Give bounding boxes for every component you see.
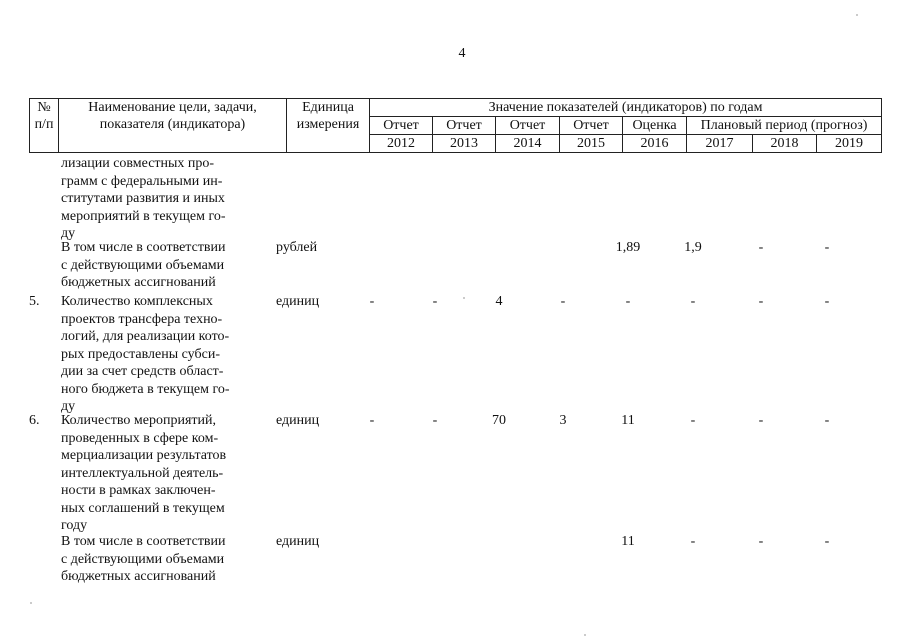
header-year: 2018: [753, 135, 817, 153]
scan-speck: [584, 634, 586, 636]
row-value-2016: 1,89: [615, 240, 641, 255]
header-number: № п/п: [30, 99, 59, 153]
row-unit: единиц: [276, 534, 320, 549]
row-indicator-name: лизации совместных про- грамм с федеральными ин- ститутами развития и иных мероприятий в текущем го- ду: [61, 156, 226, 241]
row-number: 6.: [29, 413, 40, 428]
row-value-2018: -: [758, 413, 764, 428]
header-unit: Единица измерения: [287, 99, 370, 153]
header-year: 2015: [560, 135, 623, 153]
header-plan-period: Плановый период (прогноз): [687, 117, 882, 135]
header-values-by-year: Значение показателей (индикаторов) по годам: [370, 99, 882, 117]
row-unit: единиц: [276, 294, 320, 309]
header-year: 2014: [496, 135, 560, 153]
header-report-2014: Отчет: [496, 117, 560, 135]
row-value-2014: 70: [492, 413, 506, 428]
row-value-2016: 11: [621, 413, 635, 428]
row-indicator-name: В том числе в соответствии с действующими объемами бюджетных ассигнований: [61, 534, 226, 584]
scan-speck: [463, 297, 465, 299]
row-value-2019: -: [824, 294, 830, 309]
row-value-2017: -: [690, 294, 696, 309]
row-value-2017: -: [690, 534, 696, 549]
indicator-table-header: [29, 98, 882, 153]
header-year: 2017: [687, 135, 753, 153]
row-value-2018: -: [758, 240, 764, 255]
row-value-2016: 11: [621, 534, 635, 549]
header-year: 2016: [623, 135, 687, 153]
page-number: 4: [458, 46, 466, 61]
row-indicator-name: Количество мероприятий, проведенных в сфере ком- мерциализации результатов интеллектуальной деятель- ности в рамках заключен- ных соглашений в текущем году: [61, 413, 227, 533]
header-year: 2019: [817, 135, 882, 153]
row-value-2015: -: [560, 294, 566, 309]
header-report-2012: Отчет: [370, 117, 433, 135]
row-value-2017: -: [690, 413, 696, 428]
row-value-2019: -: [824, 534, 830, 549]
row-value-2015: 3: [559, 413, 567, 428]
table-body: [0, 151, 905, 640]
header-year: 2013: [433, 135, 496, 153]
header-year: 2012: [370, 135, 433, 153]
scan-speck: [30, 602, 32, 604]
row-value-2014: 4: [495, 294, 503, 309]
row-unit: единиц: [276, 413, 320, 428]
row-value-2019: -: [824, 413, 830, 428]
row-value-2012: -: [369, 413, 375, 428]
scan-speck: [856, 14, 858, 16]
row-value-2013: -: [432, 413, 438, 428]
row-number: 5.: [29, 294, 40, 309]
header-report-2013: Отчет: [433, 117, 496, 135]
row-value-2013: -: [432, 294, 438, 309]
row-indicator-name: Количество комплексных проектов трансфера техно- логий, для реализации кото- рых предоставлены субси- дии за счет средств област- ного бюджета в текущем го- ду: [61, 294, 230, 414]
row-value-2018: -: [758, 534, 764, 549]
row-value-2018: -: [758, 294, 764, 309]
row-indicator-name: В том числе в соответствии с действующими объемами бюджетных ассигнований: [61, 240, 226, 290]
row-value-2016: -: [625, 294, 631, 309]
row-value-2012: -: [369, 294, 375, 309]
row-value-2017: 1,9: [684, 240, 702, 255]
row-unit: рублей: [276, 240, 318, 255]
header-report-2015: Отчет: [560, 117, 623, 135]
header-estimate-2016: Оценка: [623, 117, 687, 135]
header-indicator-name: Наименование цели, задачи, показателя (индикатора): [59, 99, 287, 153]
row-value-2019: -: [824, 240, 830, 255]
